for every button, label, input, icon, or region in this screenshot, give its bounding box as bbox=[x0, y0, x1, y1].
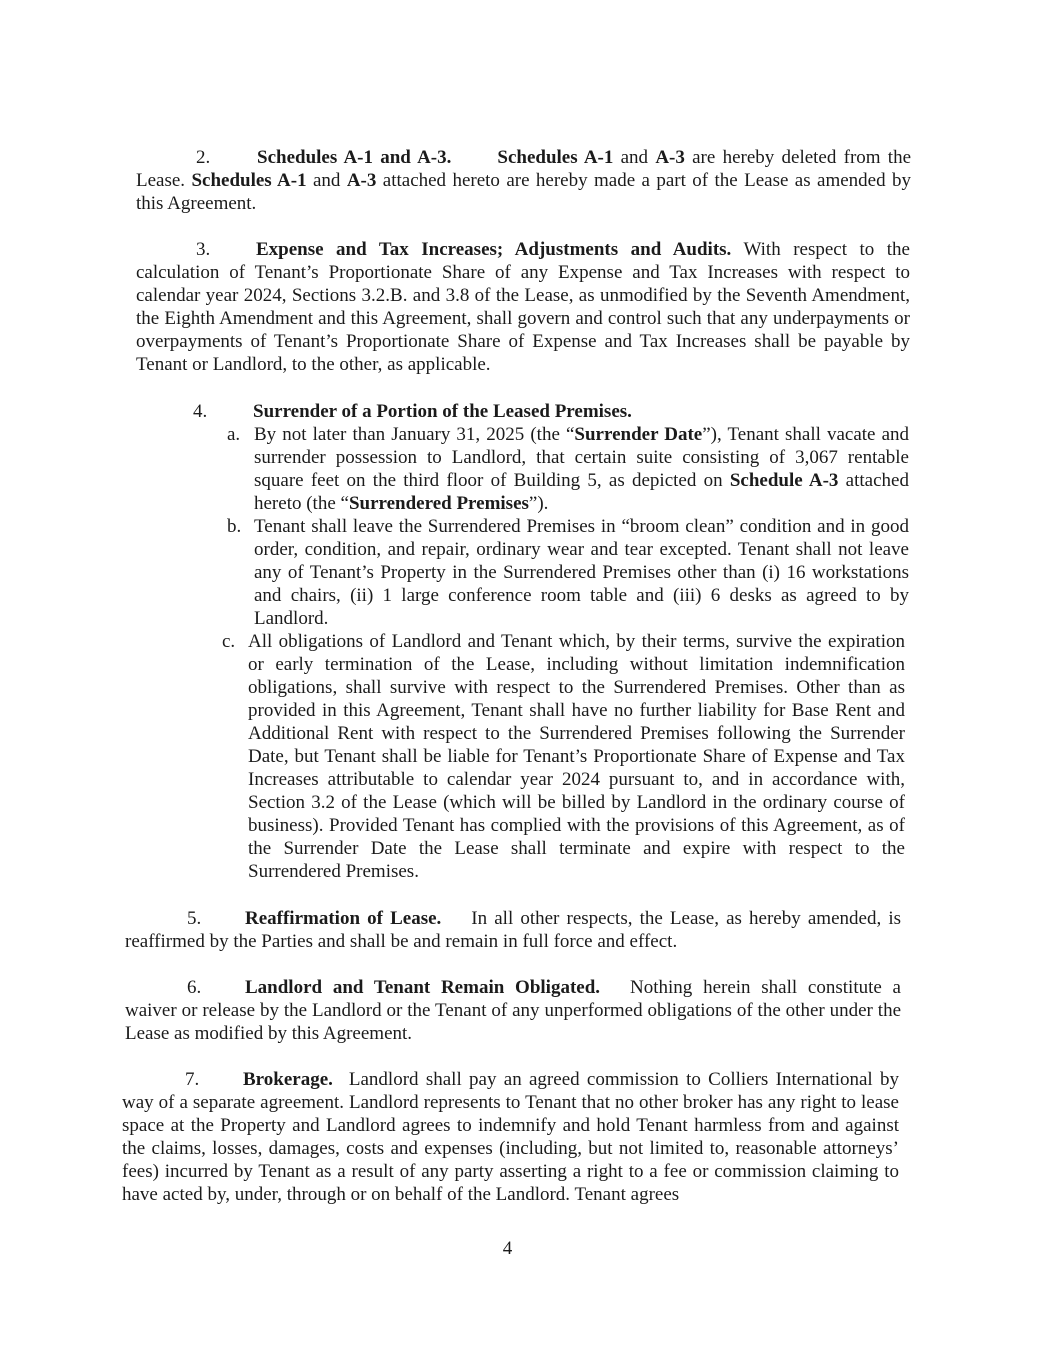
section-5 bbox=[125, 907, 901, 953]
section-2-text-and: and bbox=[613, 147, 656, 168]
section-4a-letter: a. bbox=[227, 424, 241, 445]
section-7-body: Landlord shall pay an agreed commission to Colliers International by way of a separate agreement. Landlord represents to Tenant that no other broker has any right to lease space at the Property and Landlord agrees to indemnify and hold Tenant harmless from and against the claims, losses, damages, costs and expenses (including, but not limited to, reasonable attorneys’ fees) incurred by Tenant as a result of any party asserting a right to a fee or commission claiming to have acted by, under, through or on behalf of the Landlord. Tenant agrees bbox=[122, 1069, 899, 1205]
section-2-text-f: A-3 bbox=[346, 170, 377, 191]
section-4-number: 4. bbox=[193, 401, 208, 422]
section-4a-text-1: By not later than January 31, 2025 (the “ bbox=[254, 424, 575, 445]
section-4-heading bbox=[193, 400, 893, 423]
section-2-title: Schedules A-1 and A-3. bbox=[257, 147, 452, 168]
section-4-title: Surrender of a Portion of the Leased Premises. bbox=[253, 401, 632, 422]
section-4b-letter: b. bbox=[227, 516, 242, 537]
section-2-text-a: Schedules A-1 bbox=[497, 147, 614, 168]
section-6-title: Landlord and Tenant Remain Obligated. bbox=[245, 977, 601, 998]
section-2-text-b: A-3 bbox=[655, 147, 685, 168]
section-4b bbox=[227, 515, 909, 630]
section-6-body: Nothing herein shall constitute a waiver or release by the Landlord or the Tenant of any unperformed obligations of the other under the Lease as modified by this Agreement. bbox=[125, 977, 901, 1044]
section-5-title: Reaffirmation of Lease. bbox=[245, 908, 442, 929]
section-3-body: With respect to the calculation of Tenant’s Proportionate Share of any Expense and Tax Increases with respect to calendar year 2024, Sections 3.2.B. and 3.8 of the Lease, as unmodified by the Seventh Amendment, the Eighth Amendment and this Agreement, shall govern and control such that any underpayments or overpayments of Tenant’s Proportionate Share of Expense and Tax Increases shall be payable by Tenant or Landlord, to the other, as applicable. bbox=[136, 239, 910, 375]
section-7-title: Brokerage. bbox=[243, 1069, 333, 1090]
section-7-number: 7. bbox=[185, 1069, 200, 1090]
page-number: 4 bbox=[502, 1238, 513, 1259]
section-4a-text-7: ”). bbox=[528, 493, 549, 514]
section-2-text-c: are hereby deleted from the Lease. bbox=[136, 147, 912, 191]
section-4a bbox=[227, 423, 909, 515]
section-4c bbox=[222, 630, 905, 883]
section-3-title: Expense and Tax Increases; Adjustments and Audits. bbox=[256, 239, 732, 260]
section-3 bbox=[136, 238, 910, 376]
section-4a-surrendered-premises: Surrendered Premises bbox=[348, 493, 529, 514]
section-2-text-g: attached hereto are hereby made a part of the Lease as amended by this Agreement. bbox=[136, 170, 911, 214]
section-4a-text-3: ”), Tenant shall vacate and surrender possession to Landlord, that certain suite consisting of 3,067 rentable square feet on the third floor of Building 5, as depicted on bbox=[254, 424, 910, 491]
section-7 bbox=[122, 1068, 899, 1206]
section-4b-body: Tenant shall leave the Surrendered Premises in “broom clean” condition and in good order, condition, and repair, ordinary wear and tear excepted. Tenant shall not leave any of Tenant’s Property in the Surrendered Premises other than (i) 16 workstations and chairs, (ii) 1 large conference room table and (iii) 6 desks as agreed to by Landlord. bbox=[254, 516, 909, 629]
section-3-number: 3. bbox=[196, 239, 211, 260]
section-5-body: In all other respects, the Lease, as hereby amended, is reaffirmed by the Parties and shall be and remain in full force and effect. bbox=[125, 908, 901, 952]
section-2-text-d: Schedules A-1 bbox=[191, 170, 307, 191]
section-4c-letter: c. bbox=[222, 631, 236, 652]
section-2 bbox=[136, 146, 911, 215]
section-4a-schedule: Schedule A-3 bbox=[729, 470, 839, 491]
section-5-number: 5. bbox=[187, 908, 202, 929]
section-2-number: 2. bbox=[196, 147, 211, 168]
section-4a-text-5: attached hereto (the “ bbox=[254, 470, 909, 514]
section-4a-surrender-date: Surrender Date bbox=[574, 424, 703, 445]
section-6-number: 6. bbox=[187, 977, 202, 998]
section-4c-body: All obligations of Landlord and Tenant which, by their terms, survive the expiration or early termination of the Lease, including without limitation indemnification obligations, shall survive with respect to the Surrendered Premises. Other than as provided in this Agreement, Tenant shall have no further liability for Base Rent and Additional Rent with respect to the Surrendered Premises following the Surrender Date, but Tenant shall be liable for Tenant’s Proportionate Share of Expense and Tax Increases attributable to calendar year 2024 pursuant to, and in accordance with, Section 3.2 of the Lease (which will be billed by Landlord in the ordinary course of business). Provided Tenant has complied with the provisions of this Agreement, as of the Surrender Date the Lease shall terminate and expire with respect to the Surrendered Premises. bbox=[248, 631, 905, 882]
section-6 bbox=[125, 976, 901, 1045]
section-2-text-e: and bbox=[306, 170, 347, 191]
